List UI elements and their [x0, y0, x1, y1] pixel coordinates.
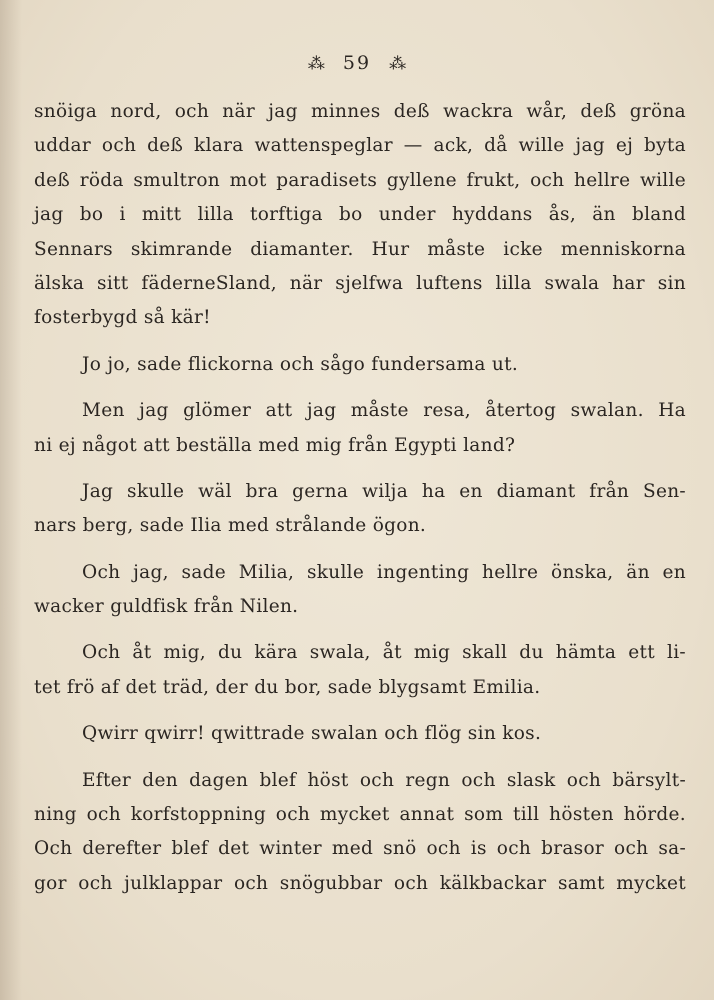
text-line: gor och julklappar och snögubbar och kälkbackar samt mycket — [34, 872, 686, 894]
text-line: Jo jo, sade flickorna och sågo fundersama ut. — [82, 353, 519, 375]
text-line: nars berg, sade Ilia med strålande ögon. — [34, 515, 427, 537]
text-line: Qwirr qwirr! qwittrade swalan och flög sin kos. — [82, 723, 542, 745]
text-line: Och jag, sade Milia, skulle ingenting hellre önska, än en — [82, 561, 686, 583]
text-line: ning och korfstoppning och mycket annat som till hösten hörde. — [34, 804, 686, 826]
text-line: ni ej något att beställa med mig från Egypti land? — [34, 434, 516, 456]
text-line: jag bo i mitt lilla torftiga bo under hyddans ås, än bland — [34, 204, 686, 226]
page-number: 59 — [342, 52, 372, 74]
text-line: deß röda smultron mot paradisets gyllene frukt, och hellre wille — [34, 169, 686, 191]
ornament-right: ⁂ — [389, 54, 407, 74]
text-line: Och åt mig, du kära swala, åt mig skall du hämta ett li- — [82, 642, 686, 664]
ornament-left: ⁂ — [307, 54, 325, 74]
text-line: Efter den dagen blef höst och regn och slask och bärsylt- — [82, 769, 686, 791]
text-line: Jag skulle wäl bra gerna wilja ha en diamant från Sen- — [82, 480, 686, 502]
text-line: wacker guldfisk från Nilen. — [34, 596, 299, 618]
text-line: älska sitt fäderneSland, när sjelfwa luftens lilla swala har sin — [34, 272, 686, 294]
text-line: fosterbygd så kär! — [34, 307, 211, 329]
text-line: snöiga nord, och när jag minnes deß wackra wår, deß gröna — [34, 101, 686, 122]
text-line: uddar och deß klara wattenspeglar — ack, då wille jag ej byta — [34, 135, 686, 157]
page-header — [0, 52, 714, 74]
text-line: Och derefter blef det winter med snö och is och brasor och sa- — [34, 838, 686, 860]
text-line: Men jag glömer att jag måste resa, återtog swalan. Ha — [82, 400, 686, 422]
spine-shadow — [0, 0, 22, 1000]
body-text — [34, 95, 686, 901]
text-line: Sennars skimrande diamanter. Hur måste icke menniskorna — [34, 238, 686, 260]
text-line: tet frö af det träd, der du bor, sade blygsamt Emilia. — [34, 676, 541, 698]
